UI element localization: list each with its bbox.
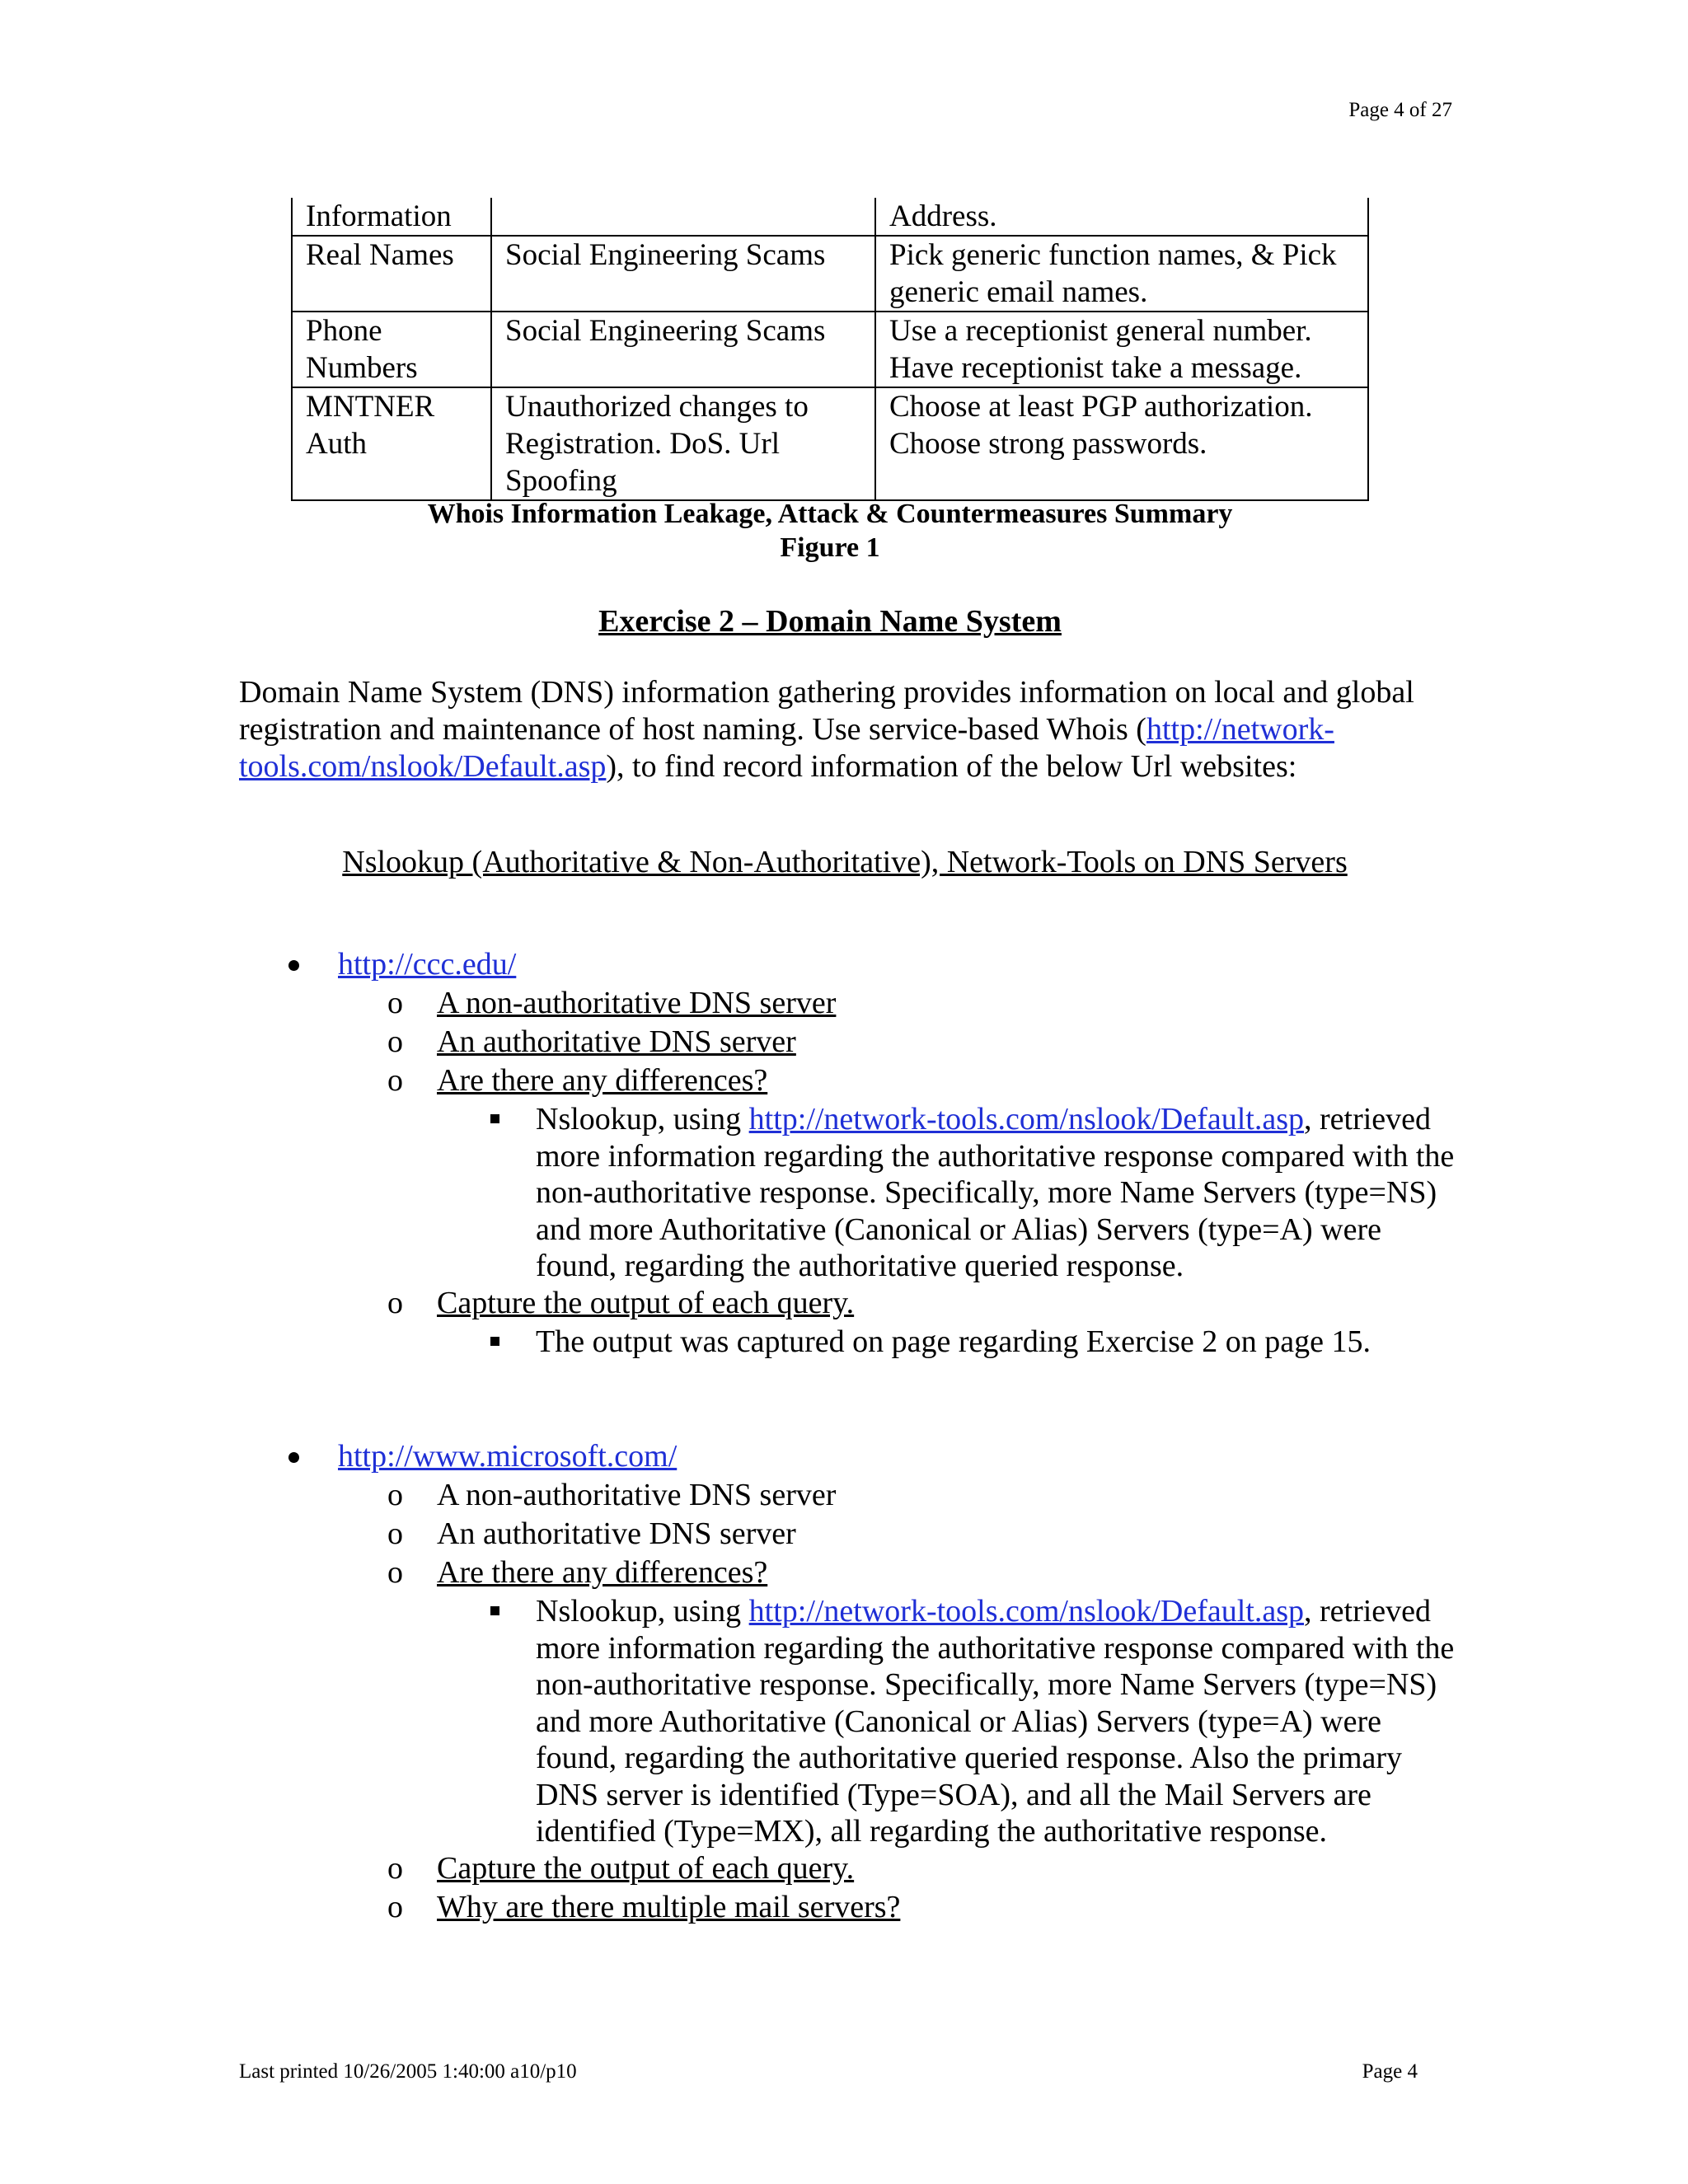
list-item: An authoritative DNS server [437,1516,796,1551]
table-cell: Phone Numbers [292,312,491,387]
ccc-edu-link[interactable]: http://ccc.edu/ [338,947,517,982]
intro-text-end: ), to find record information of the below Url websites: [606,749,1297,784]
circle-bullet-icon: o [387,1889,403,1924]
circle-bullet-icon: o [387,1555,403,1590]
table-cell: Choose at least PGP authorization. Choose strong passwords. [875,387,1368,500]
intro-paragraph [239,674,1451,785]
table-row [292,236,1368,312]
table-cell [491,198,875,236]
square-bullet-icon [490,1114,499,1123]
circle-bullet-icon: o [387,1024,403,1059]
whois-leakage-table [291,198,1369,501]
table-cell: Information [292,198,491,236]
table-caption [291,497,1369,565]
table-row [292,198,1368,236]
square-bullet-icon [490,1606,499,1615]
table-row [292,312,1368,387]
list-item: A non-authoritative DNS server [437,986,837,1020]
caption-title: Whois Information Leakage, Attack & Countermeasures Summary [427,499,1233,529]
circle-bullet-icon: o [387,1850,403,1886]
list-item: Are there any differences? [437,1555,768,1590]
nslook-link[interactable]: http://network-tools.com/nslook/Default.asp [748,1594,1304,1629]
answer-text: Nslookup, using [536,1594,749,1629]
list-item: Capture the output of each query. [437,1285,855,1320]
table-cell: Real Names [292,236,491,312]
circle-bullet-icon: o [387,1063,403,1098]
list-item: Why are there multiple mail servers? [437,1889,901,1924]
circle-bullet-icon: o [387,1478,403,1512]
answer-text-end: , retrieved more information regarding the authoritative response compared with the non-authoritative response. Specifically, more Name Servers (type=NS) and more Authoritative (Canonical or Alias) Servers (type=A) were found, regarding the authoritative queried response. Also the primary DNS server is identified (Type=SOA), and all the Mail Servers are identified (Type=MX), all regarding the authoritative response. [536,1594,1455,1849]
table-cell: MNTNER Auth [292,387,491,500]
answer-text: The output was captured on page regarding Exercise 2 on page 15. [536,1324,1371,1359]
bullet-icon [288,1452,299,1463]
caption-figure: Figure 1 [780,532,880,563]
differences-answer [536,1593,1467,1850]
table-row [292,387,1368,500]
list-item: Capture the output of each query. [437,1850,855,1886]
differences-answer [536,1101,1467,1285]
tools-subtitle: Nslookup (Authoritative & Non-Authoritative), Network-Tools on DNS Servers [342,845,1348,879]
square-bullet-icon [490,1337,499,1346]
footer-print-date: Last printed 10/26/2005 1:40:00 a10/p10 [239,2060,577,2083]
site-ccc-section [280,946,1467,1360]
list-item: An authoritative DNS server [437,1024,796,1059]
answer-text: Nslookup, using [536,1102,749,1137]
table-cell: Pick generic function names, & Pick generic email names. [875,236,1368,312]
exercise-title: Exercise 2 – Domain Name System [598,604,1062,639]
table-cell: Use a receptionist general number. Have receptionist take a message. [875,312,1368,387]
circle-bullet-icon: o [387,1516,403,1551]
table-cell: Social Engineering Scams [491,312,875,387]
footer-page: Page 4 [1362,2060,1418,2083]
intro-text: Domain Name System (DNS) information gathering provides information on local and global registration and maintenance of host naming. Use service-based Whois ( [239,675,1414,747]
list-item: Are there any differences? [437,1063,768,1098]
answer-text-end: , retrieved more information regarding the authoritative response compared with the non-authoritative response. Specifically, more Name Servers (type=NS) and more Authoritative (Canonical or Alias) Servers (type=A) were found, regarding the authoritative queried response. [536,1102,1455,1283]
microsoft-link[interactable]: http://www.microsoft.com/ [338,1439,678,1474]
table-cell: Unauthorized changes to Registration. DoS. Url Spoofing [491,387,875,500]
table-cell: Social Engineering Scams [491,236,875,312]
site-microsoft-section [280,1438,1467,1928]
nslook-link[interactable]: http://network-tools.com/nslook/Default.asp [239,712,1334,784]
nslook-link[interactable]: http://network-tools.com/nslook/Default.asp [748,1102,1304,1137]
table-cell: Address. [875,198,1368,236]
list-item: A non-authoritative DNS server [437,1478,837,1512]
page-counter: Page 4 of 27 [1348,99,1452,121]
circle-bullet-icon: o [387,1285,403,1320]
capture-answer [536,1324,1467,1361]
bullet-icon [288,960,299,971]
circle-bullet-icon: o [387,986,403,1020]
